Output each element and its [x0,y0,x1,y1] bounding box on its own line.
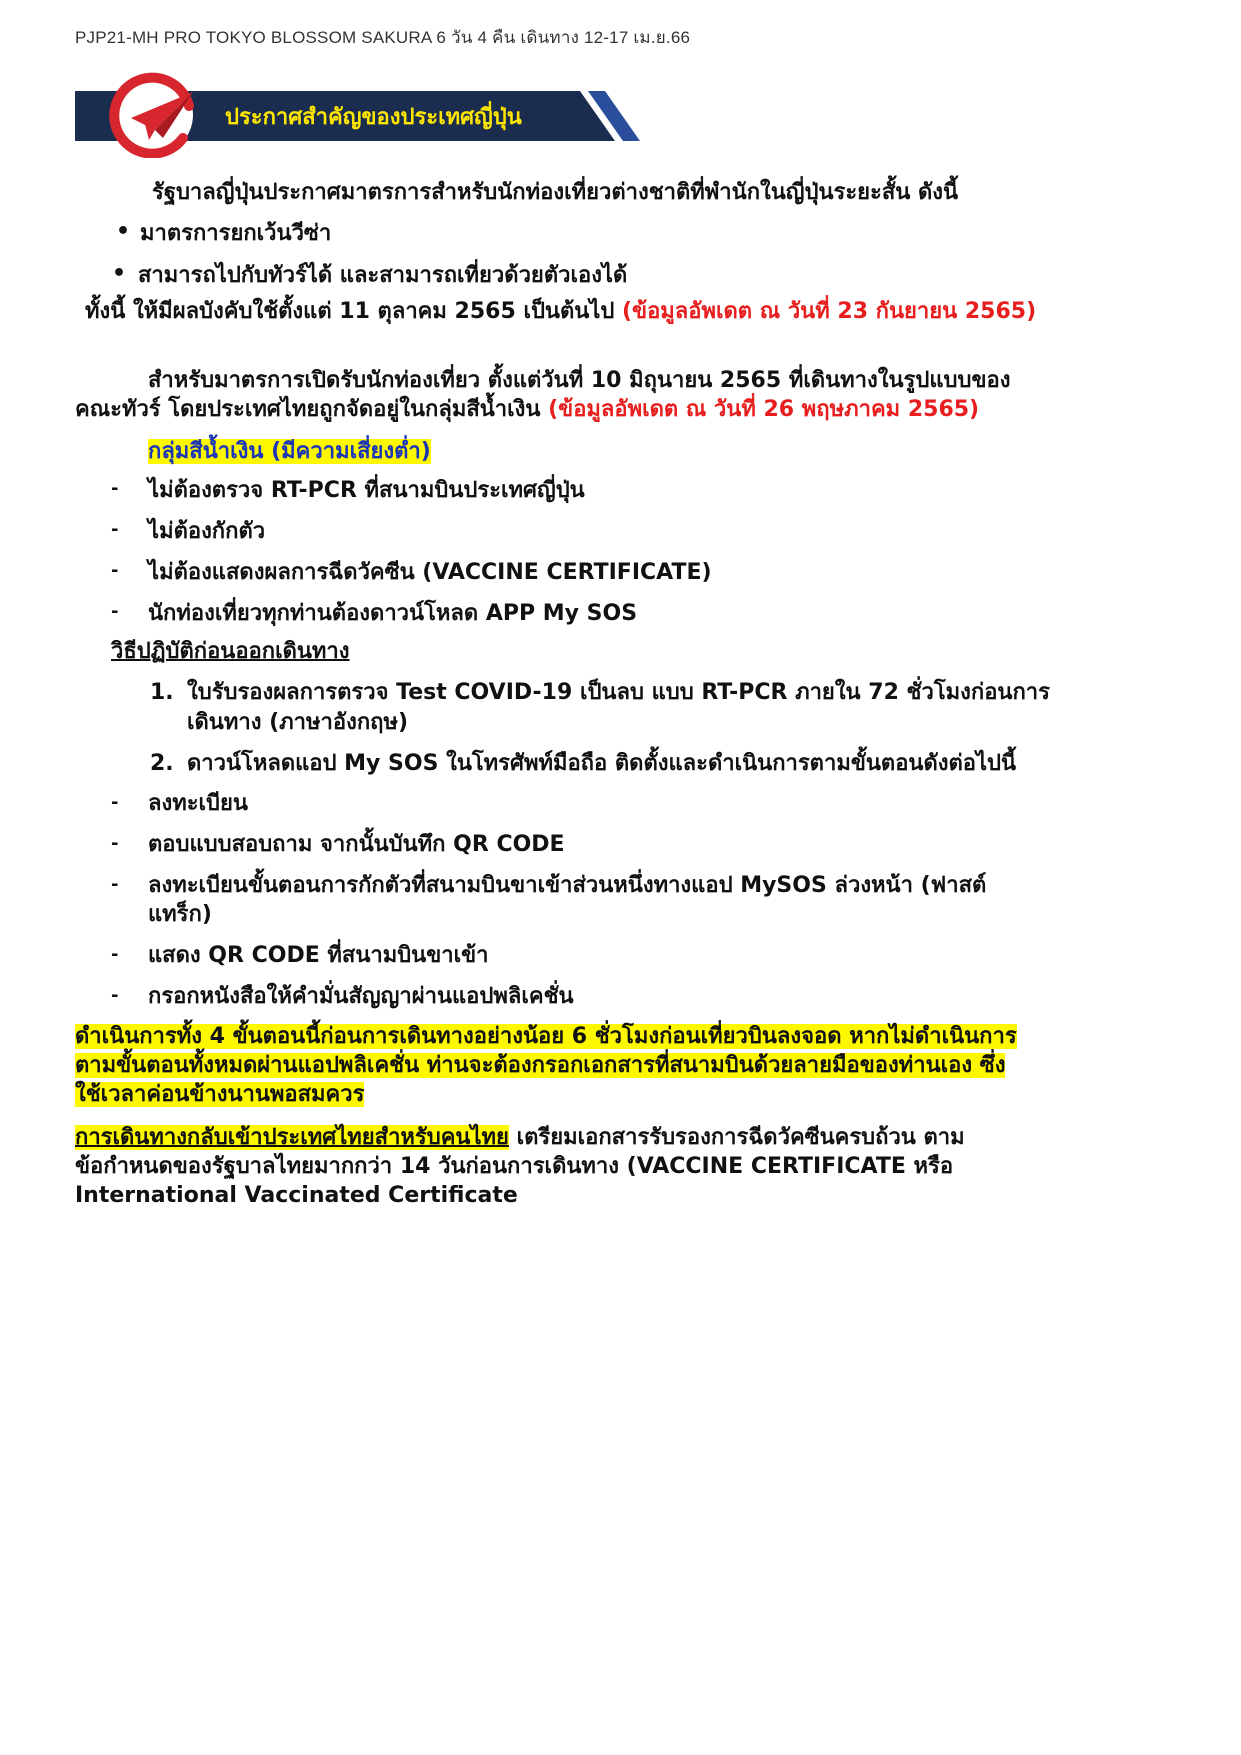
group-tour-line2 [75,395,979,424]
step-1-line2: เดินทาง (ภาษาอังกฤษ) [187,710,409,735]
dash-marker: - [111,478,119,499]
effective-date-text: ทั้งนี้ ให้มีผลบังคับใช้ตั้งแต่ 11 ตุลาคม 2565 เป็นต้นไป [85,299,615,324]
tour-header: PJP21-MH PRO TOKYO BLOSSOM SAKURA 6 วัน 4 คืน เดินทาง 12-17 เม.ย.66 [75,28,691,47]
dash-marker: - [111,833,119,854]
dash-marker: - [111,792,119,813]
step-number: 1. [150,680,174,705]
bullet-dot: • [112,261,127,286]
blue-group-label: กลุ่มสีน้ำเงิน (มีความเสี่ยงต่ำ) [148,439,431,464]
warning-line2-text: ตามขั้นตอนทั้งหมดผ่านแอปพลิเคชั่น ท่านจะต้องกรอกเอกสารที่สนามบินด้วยลายมือของท่านเอง ซึ่ง [75,1053,1006,1078]
bullet-dot: • [116,219,131,244]
return-line1 [75,1123,965,1152]
effective-date-line [85,297,1036,326]
substep-register: ลงทะเบียน [148,791,248,816]
bullet-visa-exemption: มาตรการยกเว้นวีซ่า [140,221,332,246]
group-item-mysos-app: นักท่องเที่ยวทุกท่านต้องดาวน์โหลด APP My SOS [148,601,638,626]
substep-show-qr: แสดง QR CODE ที่สนามบินขาเข้า [148,943,489,968]
group-tour-line2-text: คณะทัวร์ โดยประเทศไทยถูกจัดอยู่ในกลุ่มสีน้ำเงิน [75,397,541,422]
dash-marker: - [111,874,119,895]
group-tour-line1: สำหรับมาตรการเปิดรับนักท่องเที่ยว ตั้งแต่วันที่ 10 มิถุนายน 2565 ที่เดินทางในรูปแบบของ [148,368,1011,393]
warning-line3 [75,1080,1182,1109]
step-1-line1: ใบรับรองผลการตรวจ Test COVID-19 เป็นลบ แบบ RT-PCR ภายใน 72 ชั่วโมงก่อนการ [187,680,1050,705]
warning-line3-text: ใช้เวลาค่อนข้างนานพอสมควร [75,1082,365,1107]
step-2-line1: ดาวน์โหลดแอป My SOS ในโทรศัพท์มือถือ ติดตั้งและดำเนินการตามขั้นตอนดังต่อไปนี้ [187,751,1017,776]
announcement-banner [75,72,640,158]
pre-departure-heading: วิธีปฏิบัติก่อนออกเดินทาง [111,639,350,664]
substep-questionnaire: ตอบแบบสอบถาม จากนั้นบันทึก QR CODE [148,832,565,857]
dash-marker: - [111,944,119,965]
announcement-intro: รัฐบาลญี่ปุ่นประกาศมาตรการสำหรับนักท่องเที่ยวต่างชาติที่พำนักในญี่ปุ่นระยะสั้น ดังนี้ [152,180,959,205]
group-item-no-vaccine-cert: ไม่ต้องแสดงผลการฉีดวัคซีน (VACCINE CERTIFICATE) [148,560,712,585]
substep-pledge: กรอกหนังสือให้คำมั่นสัญญาผ่านแอปพลิเคชั่น [148,984,574,1009]
return-line2: ข้อกำหนดของรัฐบาลไทยมากกว่า 14 วันก่อนการเดินทาง (VACCINE CERTIFICATE หรือ [75,1154,954,1179]
blue-group-label-wrap [148,437,431,466]
warning-line2 [75,1051,1182,1080]
effective-update-note: (ข้อมูลอัพเดต ณ วันที่ 23 กันยายน 2565) [622,299,1037,324]
bullet-tour-or-self: สามารถไปกับทัวร์ได้ และสามารถเที่ยวด้วยตัวเองได้ [138,263,628,288]
dash-marker: - [111,601,119,622]
warning-line1 [75,1022,1182,1051]
group-item-no-quarantine: ไม่ต้องกักตัว [148,519,266,544]
warning-line1-text: ดำเนินการทั้ง 4 ขั้นตอนนี้ก่อนการเดินทางอย่างน้อย 6 ชั่วโมงก่อนเที่ยวบินลงจอด หากไม่ดำเนินการ [75,1024,1017,1049]
return-heading: การเดินทางกลับเข้าประเทศไทยสำหรับคนไทย [75,1125,509,1150]
substep-fasttrack-line2: แทร็ก) [148,902,212,927]
dash-marker: - [111,560,119,581]
substep-fasttrack-line1: ลงทะเบียนขั้นตอนการกักตัวที่สนามบินขาเข้าส่วนหนึ่งทางแอป MySOS ล่วงหน้า (ฟาสต์ [148,873,987,898]
return-line1-rest: เตรียมเอกสารรับรองการฉีดวัคซีนครบถ้วน ตาม [516,1125,965,1150]
group-tour-update-note: (ข้อมูลอัพเดต ณ วันที่ 26 พฤษภาคม 2565) [548,397,980,422]
return-line3: International Vaccinated Certificate [75,1183,518,1208]
group-item-no-rtpcr: ไม่ต้องตรวจ RT-PCR ที่สนามบินประเทศญี่ปุ่น [148,478,585,503]
dash-marker: - [111,985,119,1006]
paper-plane-logo-icon [105,72,197,158]
dash-marker: - [111,519,119,540]
banner-title: ประกาศสำคัญของประเทศญี่ปุ่น [225,105,522,130]
step-number: 2. [150,751,174,776]
